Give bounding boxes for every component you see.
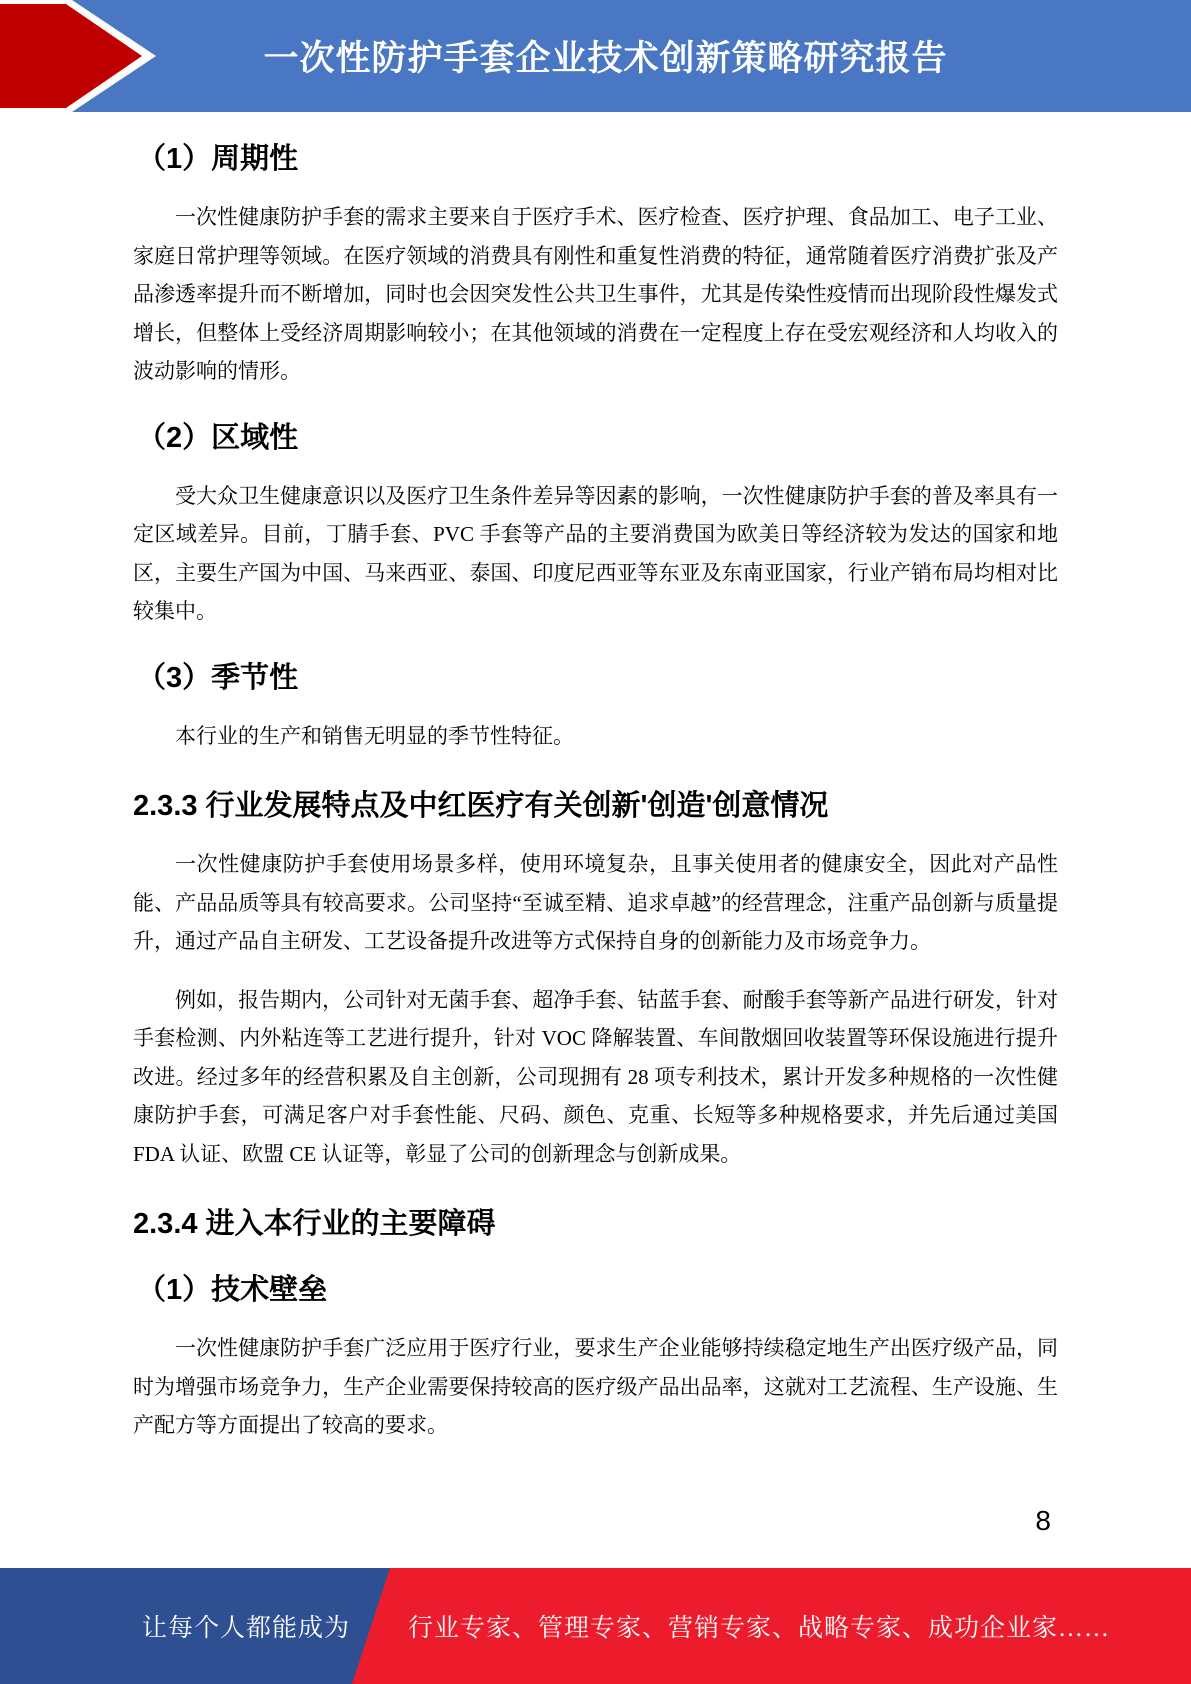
paragraph: 一次性健康防护手套使用场景多样，使用环境复杂，且事关使用者的健康安全，因此对产品性能、产品品质等具有较高要求。公司坚持“至诚至精、追求卓越”的经营理念，注重产品创新与质量提升，通过产品自主研发、工艺设备提升改进等方式保持自身的创新能力及市场竞争力。: [133, 852, 1058, 953]
paragraph: 本行业的生产和销售无明显的季节性特征。: [175, 723, 574, 748]
section-heading: 2.3.3 行业发展特点及中红医疗有关创新'创造'创意情况: [133, 790, 829, 822]
section-heading: （1）技术壁垒: [137, 1274, 328, 1306]
page-number: 8: [1035, 1505, 1051, 1536]
paragraph: 一次性健康防护手套广泛应用于医疗行业，要求生产企业能够持续稳定地生产出医疗级产品，同时为增强市场竞争力，生产企业需要保持较高的医疗级产品出品率，这就对工艺流程、生产设施、生产配方等方面提出了较高的要求。: [133, 1336, 1058, 1437]
paragraph: 一次性健康防护手套的需求主要来自于医疗手术、医疗检查、医疗护理、食品加工、电子工业、家庭日常护理等领域。在医疗领域的消费具有刚性和重复性消费的特征，通常随着医疗消费扩张及产品渗透率提升而不断增加，同时也会因突发性公共卫生事件，尤其是传染性疫情而出现阶段性爆发式增长，但整体上受经济周期影响较小；在其他领域的消费在一定程度上存在受宏观经济和人均收入的波动影响的情形。: [133, 205, 1058, 383]
section-heading: （2）区域性: [137, 421, 299, 454]
section-heading: （3）季节性: [137, 661, 299, 694]
footer-slogan-right: 行业专家、管理专家、营销专家、战略专家、成功企业家……: [408, 1615, 1111, 1642]
document-body: [133, 112, 1058, 1465]
footer-slogan-left: 让每个人都能成为: [141, 1615, 350, 1642]
paragraph: 受大众卫生健康意识以及医疗卫生条件差异等因素的影响，一次性健康防护手套的普及率具有一定区域差异。目前，丁腈手套、PVC 手套等产品的主要消费国为欧美日等经济较为发达的国家和地区，主要生产国为中国、马来西亚、泰国、印度尼西亚等东亚及东南亚国家，行业产销布局均相对比较集中。: [133, 483, 1058, 623]
section-heading: （1）周期性: [137, 143, 299, 175]
footer-banner: [0, 1568, 1191, 1684]
page-title: 一次性防护手套企业技术创新策略研究报告: [263, 39, 948, 78]
paragraph: 例如，报告期内，公司针对无菌手套、超净手套、钴蓝手套、耐酸手套等新产品进行研发，针对手套检测、内外粘连等工艺进行提升，针对 VOC 降解装置、车间散烟回收装置等环保设施进行提升改进。经过多年的经营积累及自主创新，公司现拥有 28 项专利技术，累计开发多种规格的一次性健康防护手套，可满足客户对手套性能、尺码、颜色、克重、长短等多种规格要求，并先后通过美国 FDA 认证、欧盟 CE 认证等，彰显了公司的创新理念与创新成果。: [133, 987, 1058, 1166]
header-banner: [0, 0, 1191, 112]
section-heading: 2.3.4 进入本行业的主要障碍: [133, 1208, 496, 1240]
